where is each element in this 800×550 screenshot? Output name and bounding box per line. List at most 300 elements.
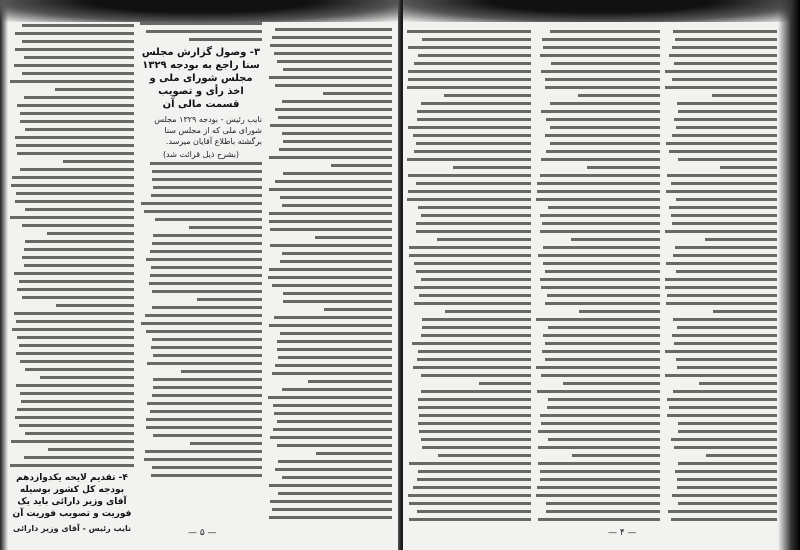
text-line [407, 30, 531, 33]
text-line [407, 158, 531, 161]
text-line [269, 268, 392, 271]
text-line [546, 118, 660, 121]
text-line [418, 398, 531, 401]
text-line [537, 182, 660, 185]
text-line [579, 310, 660, 313]
text-line [444, 94, 531, 97]
text-line [10, 464, 134, 467]
text-line [674, 118, 777, 121]
text-line [152, 338, 262, 341]
text-line [151, 194, 262, 197]
text-line [540, 230, 660, 233]
text-line [421, 390, 531, 393]
text-line [542, 222, 660, 225]
text-line [272, 508, 392, 511]
text-line [674, 342, 777, 345]
text-line [25, 128, 134, 131]
text-line [540, 414, 660, 417]
text-line [147, 362, 262, 365]
text-line [270, 436, 392, 439]
text-line [55, 88, 134, 91]
text-line [677, 326, 777, 329]
text-line [677, 486, 777, 489]
text-line [277, 420, 392, 423]
text-line [541, 374, 660, 377]
text-line [283, 300, 392, 303]
text-line [421, 214, 531, 217]
text-line [587, 166, 660, 169]
text-line [675, 246, 777, 249]
text-line [666, 262, 777, 265]
text-line [413, 486, 531, 489]
column [536, 30, 660, 526]
text-line [407, 86, 531, 89]
text-line [540, 214, 660, 217]
text-line [409, 246, 531, 249]
text-line [308, 380, 392, 383]
text-line [422, 38, 531, 41]
text-line [19, 280, 134, 283]
text-line [678, 462, 777, 465]
text-line [536, 366, 660, 369]
text-line [545, 358, 660, 361]
text-line [280, 196, 392, 199]
text-line [17, 336, 134, 339]
text-line [274, 316, 392, 319]
text-line [665, 374, 777, 377]
text-line [269, 76, 392, 79]
text-line [675, 38, 777, 41]
text-line [673, 390, 777, 393]
text-line [538, 254, 660, 257]
text-line [152, 466, 262, 469]
text-line [16, 384, 134, 387]
text-line [550, 142, 660, 145]
text-line [25, 432, 134, 435]
text-line [414, 286, 531, 289]
column [665, 30, 777, 526]
text-line [571, 238, 660, 241]
text-line [331, 164, 392, 167]
text-line [672, 78, 777, 81]
text-line [537, 190, 660, 193]
text-line [315, 236, 392, 239]
text-line [153, 186, 262, 189]
text-line [540, 470, 660, 473]
text-line [542, 38, 660, 41]
text-line [151, 474, 262, 477]
section-3-note: (بشرح ذیل قرائت شد) [162, 150, 240, 159]
text-line [11, 440, 134, 443]
section-3-speaker: نایب رئیس - بودجه ۱۳۲۹ مجلس شورای ملی که از مجلس سنا برگشته باطلاع آقایان میرسد. [154, 115, 262, 146]
text-line [153, 434, 262, 437]
text-line [537, 390, 660, 393]
text-line [24, 264, 134, 267]
text-line [547, 406, 660, 409]
column [140, 22, 262, 482]
text-line [15, 136, 134, 139]
page-number: — ۵ — [188, 528, 217, 538]
text-line [146, 258, 262, 261]
text-line [417, 510, 531, 513]
text-line [15, 32, 134, 35]
text-line [545, 270, 660, 273]
text-line [677, 102, 777, 105]
text-line [197, 298, 262, 301]
text-line [667, 294, 777, 297]
text-line [181, 370, 262, 373]
text-line [665, 86, 777, 89]
text-line [545, 302, 660, 305]
text-line [10, 80, 134, 83]
text-line [545, 78, 660, 81]
text-line [153, 378, 262, 381]
text-line [678, 502, 777, 505]
text-line [453, 166, 531, 169]
text-line [15, 416, 134, 419]
text-line [536, 318, 660, 321]
text-line [150, 250, 262, 253]
text-line [409, 502, 531, 505]
text-line [672, 222, 777, 225]
text-line [419, 430, 531, 433]
text-line [678, 110, 777, 113]
text-line [538, 430, 660, 433]
text-line [273, 404, 392, 407]
text-line [546, 150, 660, 153]
text-line [283, 292, 392, 295]
text-line [578, 94, 660, 97]
text-line [669, 54, 777, 57]
text-line [543, 262, 660, 265]
text-line [667, 398, 777, 401]
column [10, 24, 134, 536]
text-line [324, 308, 392, 311]
text-line [146, 418, 262, 421]
text-line [280, 332, 392, 335]
text-line [283, 68, 392, 71]
text-line [14, 64, 134, 67]
text-line [669, 406, 777, 409]
text-line [676, 270, 777, 273]
text-line [16, 320, 134, 323]
text-line [672, 46, 777, 49]
text-line [540, 478, 660, 481]
text-line [538, 446, 660, 449]
text-line [676, 198, 777, 201]
text-line [418, 350, 531, 353]
text-line [536, 198, 660, 201]
text-line [699, 382, 777, 385]
text-line [17, 408, 134, 411]
text-line [678, 422, 777, 425]
text-line [665, 230, 777, 233]
text-line [24, 56, 134, 59]
text-line [407, 198, 531, 201]
text-line [152, 290, 262, 293]
text-line [152, 170, 262, 173]
text-line [14, 272, 134, 275]
text-line [22, 224, 134, 227]
text-line [275, 180, 392, 183]
text-line [282, 204, 392, 207]
text-line [705, 238, 777, 241]
text-line [421, 278, 531, 281]
text-line [665, 286, 777, 289]
text-line [418, 406, 531, 409]
text-line [677, 366, 777, 369]
text-line [542, 350, 660, 353]
text-line [20, 120, 134, 123]
text-line [278, 492, 392, 495]
text-line [671, 214, 777, 217]
text-line [277, 340, 392, 343]
text-line [416, 270, 531, 273]
text-line [277, 348, 392, 351]
text-line [16, 192, 134, 195]
text-line [270, 124, 392, 127]
scan-shadow [0, 0, 8, 550]
text-line [275, 108, 392, 111]
text-line [272, 36, 392, 39]
text-line [572, 454, 660, 457]
page-number: — ۴ — [608, 528, 637, 538]
text-line [17, 104, 134, 107]
text-line [409, 518, 531, 521]
scan-shadow [0, 0, 400, 22]
text-line [563, 382, 660, 385]
text-line [408, 78, 531, 81]
text-line [667, 414, 777, 417]
text-line [153, 234, 262, 237]
text-line [323, 92, 392, 95]
text-line [274, 52, 392, 55]
text-line [545, 134, 660, 137]
text-line [22, 24, 134, 27]
text-line [25, 368, 134, 371]
text-line [141, 202, 262, 205]
text-line [675, 470, 777, 473]
text-line [269, 516, 392, 519]
text-line [141, 322, 262, 325]
text-line [153, 386, 262, 389]
text-line [282, 476, 392, 479]
text-line [16, 352, 134, 355]
text-line [678, 158, 777, 161]
text-line [189, 226, 262, 229]
right-page [403, 0, 800, 550]
text-line [674, 62, 777, 65]
text-line [151, 266, 262, 269]
text-line [418, 54, 531, 57]
text-line [152, 242, 262, 245]
text-line [22, 256, 134, 259]
text-line [409, 462, 531, 465]
text-line [22, 296, 134, 299]
text-line [676, 358, 777, 361]
scan-shadow [403, 0, 800, 22]
section-3-heading: ۳- وصول گزارش مجلس سنا راجع به بودجه ۱۳۲۹ مجلس شورای ملی و اخذ رأی و تصویب قسمت مالی آن [141, 47, 261, 110]
text-line [24, 456, 134, 459]
text-line [417, 110, 531, 113]
text-line [268, 396, 392, 399]
text-line [56, 304, 134, 307]
text-line [152, 306, 262, 309]
text-line [421, 374, 531, 377]
text-line [550, 30, 660, 33]
text-line [24, 96, 134, 99]
text-line [706, 454, 777, 457]
text-line [277, 60, 392, 63]
text-line [418, 470, 531, 473]
text-line [275, 84, 392, 87]
text-line [153, 354, 262, 357]
text-line [12, 176, 134, 179]
text-line [541, 422, 660, 425]
text-line [272, 372, 392, 375]
text-line [712, 94, 777, 97]
text-line [416, 182, 531, 185]
text-line [438, 454, 531, 457]
text-line [548, 438, 660, 441]
text-line [479, 382, 531, 385]
text-line [275, 468, 392, 471]
text-line [269, 212, 392, 215]
text-line [416, 142, 531, 145]
text-line [550, 102, 660, 105]
text-line [667, 174, 777, 177]
text-line [278, 460, 392, 463]
text-line [20, 168, 134, 171]
text-line [21, 400, 134, 403]
text-line [146, 330, 262, 333]
text-line [15, 200, 134, 203]
text-line [283, 172, 392, 175]
text-line [152, 178, 262, 181]
text-line [280, 260, 392, 263]
text-line [278, 356, 392, 359]
text-line [414, 150, 531, 153]
text-line [673, 30, 777, 33]
text-line [145, 450, 262, 453]
text-line [421, 438, 531, 441]
text-line [274, 412, 392, 415]
text-line [275, 364, 392, 367]
section-4-heading: ۴- تقدیم لایحه یکدوازدهم بودجه کل کشور بوسیله آقای وزیر دارائی باید یک فوریت و تصویب فوریت آن [12, 473, 132, 519]
text-line [541, 158, 660, 161]
text-line [155, 218, 262, 221]
text-line [269, 156, 392, 159]
text-line [25, 208, 134, 211]
text-line [545, 342, 660, 345]
text-line [270, 500, 392, 503]
text-line [669, 150, 777, 153]
text-line [40, 376, 134, 379]
text-line [543, 46, 660, 49]
text-line [17, 288, 134, 291]
text-line [665, 350, 777, 353]
text-line [269, 220, 392, 223]
text-line [273, 428, 392, 431]
text-line [275, 28, 392, 31]
text-line [414, 302, 531, 305]
text-line [408, 70, 531, 73]
text-line [545, 86, 660, 89]
text-line [414, 62, 531, 65]
text-line [673, 254, 777, 257]
text-line [666, 190, 777, 193]
text-line [538, 518, 660, 521]
text-line [548, 206, 660, 209]
text-line [145, 314, 262, 317]
text-line [540, 174, 660, 177]
text-line [676, 126, 777, 129]
text-line [279, 148, 392, 151]
text-line [282, 132, 392, 135]
text-line [417, 118, 531, 121]
text-line [12, 328, 134, 331]
text-line [150, 410, 262, 413]
text-line [418, 206, 531, 209]
text-line [421, 334, 531, 337]
text-line [543, 246, 660, 249]
text-line [24, 248, 134, 251]
text-line [417, 358, 531, 361]
text-line [416, 230, 531, 233]
text-line [409, 254, 531, 257]
text-line [548, 398, 660, 401]
text-line [437, 238, 531, 241]
text-line [550, 126, 660, 129]
text-line [190, 442, 262, 445]
text-line [671, 438, 777, 441]
text-line [277, 444, 392, 447]
text-line [413, 134, 531, 137]
text-line [419, 414, 531, 417]
text-line [22, 72, 134, 75]
text-line [270, 228, 392, 231]
text-line [419, 294, 531, 297]
text-line [20, 360, 134, 363]
text-line [144, 210, 262, 213]
text-line [19, 424, 134, 427]
text-line [269, 188, 392, 191]
text-line [22, 40, 134, 43]
text-line [672, 494, 777, 497]
text-line [672, 134, 777, 137]
text-line [541, 110, 660, 113]
text-line [546, 502, 660, 505]
text-line [48, 448, 134, 451]
text-line [10, 216, 134, 219]
text-line [269, 484, 392, 487]
text-line [541, 286, 660, 289]
text-line [146, 426, 262, 429]
text-line [543, 334, 660, 337]
text-line [537, 486, 660, 489]
text-line [672, 334, 777, 337]
text-line [541, 70, 660, 73]
text-line [540, 278, 660, 281]
text-line [149, 282, 262, 285]
text-line [540, 54, 660, 57]
text-line [538, 462, 660, 465]
text-line [678, 430, 777, 433]
text-line [63, 160, 134, 163]
text-line [674, 446, 777, 449]
text-line [151, 346, 262, 349]
text-line [408, 494, 531, 497]
